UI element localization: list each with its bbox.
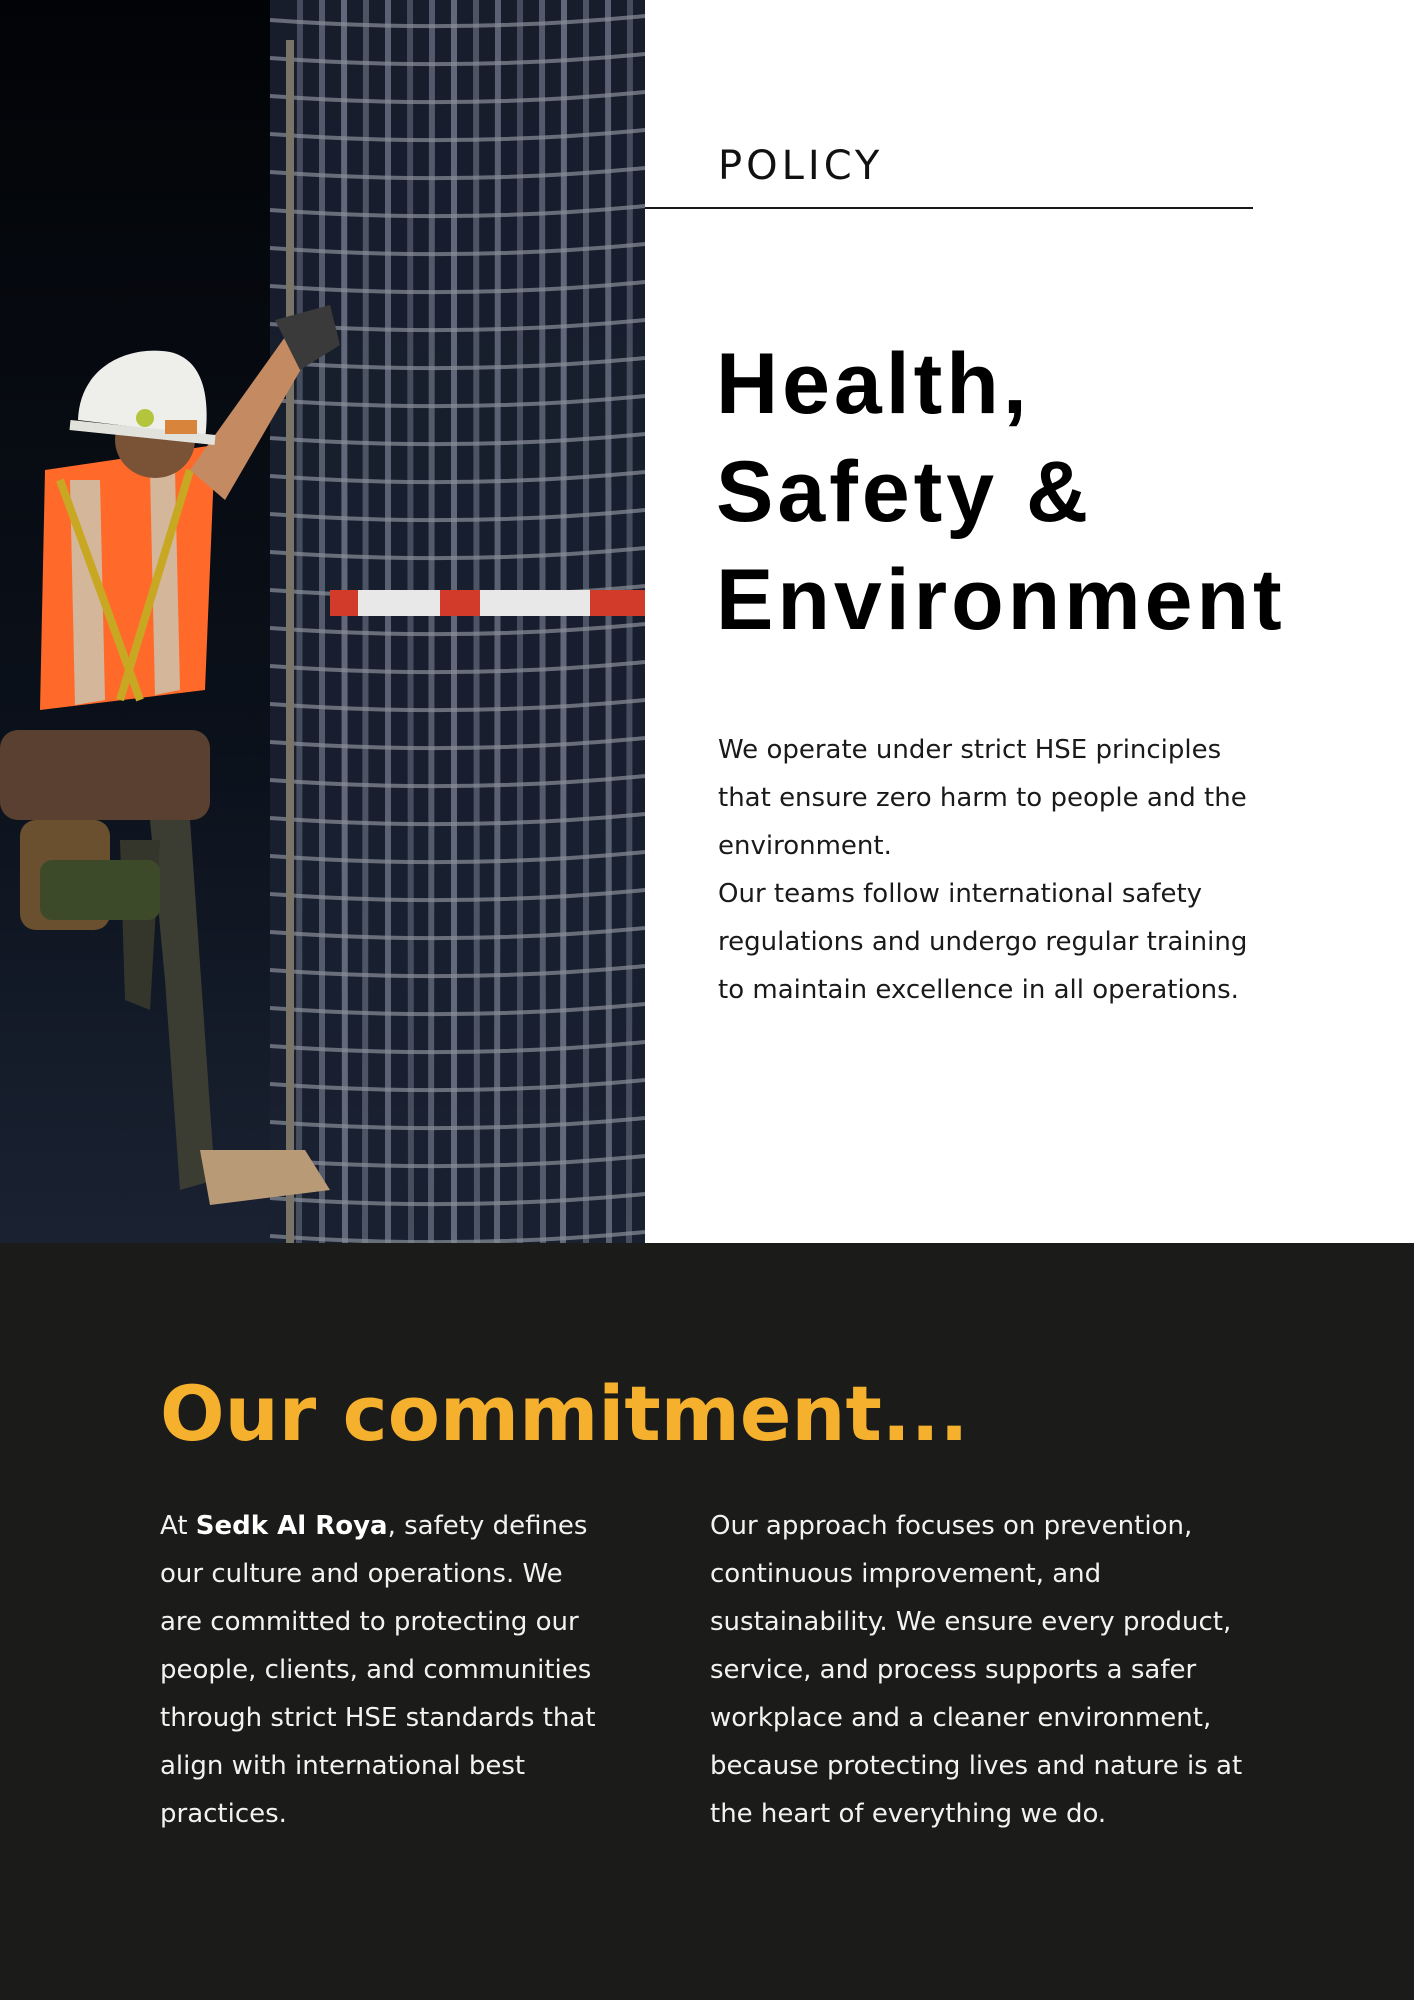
section-eyebrow: POLICY	[718, 143, 884, 189]
title-line-3: Environment	[716, 552, 1286, 648]
left-suffix: , safety defines our culture and operations. We are committed to protecting our people, clients, and communities through strict HSE standards that align with international best practices.	[160, 1511, 596, 1829]
commitment-title: Our commitment...	[160, 1369, 969, 1458]
hero-description: We operate under strict HSE principles that ensure zero harm to people and the environment. Our teams follow international safety regulations and undergo regular training to maintain excellence in all operations.	[718, 735, 1248, 1005]
page-title	[716, 330, 1286, 654]
title-line-1: Health,	[716, 336, 1031, 432]
hero-photo	[0, 0, 645, 1243]
eyebrow-divider	[645, 207, 1253, 209]
commitment-left-text	[160, 1502, 600, 1838]
commitment-right-text: Our approach focuses on prevention, continuous improvement, and sustainability. We ensure every product, service, and process supports a safer workplace and a cleaner environment, because protecting lives and nature is at the heart of everything we do.	[710, 1511, 1243, 1829]
left-prefix: At	[160, 1511, 196, 1541]
company-name: Sedk Al Roya	[195, 1511, 388, 1541]
title-line-2: Safety &	[716, 444, 1093, 540]
